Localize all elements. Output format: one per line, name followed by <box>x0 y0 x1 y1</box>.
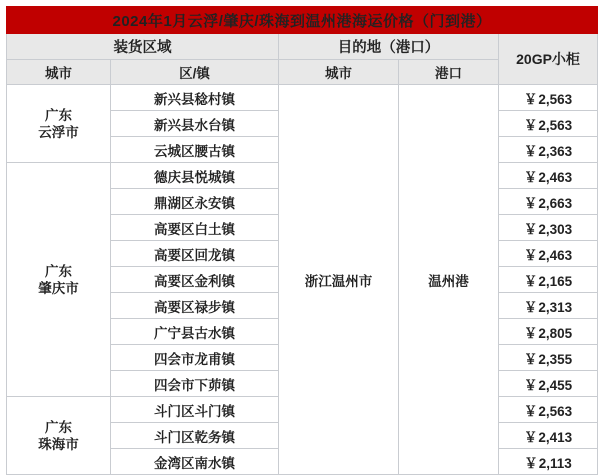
price-value: 2,313 <box>538 299 573 315</box>
price-value: 2,563 <box>538 403 573 419</box>
price-value: 2,563 <box>538 91 573 107</box>
price-cell <box>499 345 598 371</box>
origin-city-cell <box>7 85 111 163</box>
origin-city-cell <box>7 163 111 397</box>
price-value: 2,355 <box>538 351 573 367</box>
currency-symbol: ￥ <box>523 351 538 367</box>
table-title-row <box>7 7 598 34</box>
dest-port-cell: 温州港 <box>399 85 499 475</box>
currency-symbol: ￥ <box>523 91 538 107</box>
price-cell <box>499 371 598 397</box>
origin-town-cell: 德庆县悦城镇 <box>111 163 279 189</box>
price-value: 2,363 <box>538 143 573 159</box>
table-row <box>7 85 598 111</box>
table-title: 2024年1月云浮/肇庆/珠海到温州港海运价格（门到港） <box>7 7 598 34</box>
currency-symbol: ￥ <box>523 299 538 315</box>
price-value: 2,455 <box>538 377 573 393</box>
price-cell <box>499 449 598 475</box>
origin-town-cell: 广宁县古水镇 <box>111 319 279 345</box>
price-cell <box>499 111 598 137</box>
header-destination-group: 目的地（港口） <box>279 34 499 60</box>
price-cell <box>499 189 598 215</box>
price-value: 2,165 <box>538 273 573 289</box>
header-price-20gp: 20GP小柜 <box>499 34 598 85</box>
price-cell <box>499 397 598 423</box>
currency-symbol: ￥ <box>523 273 538 289</box>
origin-town-cell: 新兴县稔村镇 <box>111 85 279 111</box>
origin-city-cell <box>7 397 111 475</box>
price-cell <box>499 241 598 267</box>
price-cell <box>499 319 598 345</box>
price-value: 2,413 <box>538 429 573 445</box>
origin-town-cell: 鼎湖区永安镇 <box>111 189 279 215</box>
currency-symbol: ￥ <box>523 247 538 263</box>
price-cell <box>499 137 598 163</box>
origin-town-cell: 云城区腰古镇 <box>111 137 279 163</box>
origin-town-cell: 金湾区南水镇 <box>111 449 279 475</box>
currency-symbol: ￥ <box>523 403 538 419</box>
origin-town-cell: 斗门区斗门镇 <box>111 397 279 423</box>
origin-city-line-2: 珠海市 <box>38 436 79 452</box>
origin-town-cell: 高要区回龙镇 <box>111 241 279 267</box>
price-value: 2,663 <box>538 195 573 211</box>
price-cell <box>499 215 598 241</box>
origin-town-cell: 高要区金利镇 <box>111 267 279 293</box>
currency-symbol: ￥ <box>523 377 538 393</box>
price-value: 2,805 <box>538 325 573 341</box>
header-origin-city: 城市 <box>7 60 111 85</box>
origin-city-line-2: 云浮市 <box>38 124 79 140</box>
price-cell <box>499 423 598 449</box>
dest-city-cell: 浙江温州市 <box>279 85 399 475</box>
origin-town-cell: 高要区禄步镇 <box>111 293 279 319</box>
origin-town-cell: 斗门区乾务镇 <box>111 423 279 449</box>
price-value: 2,463 <box>538 169 573 185</box>
currency-symbol: ￥ <box>523 117 538 133</box>
price-cell <box>499 267 598 293</box>
currency-symbol: ￥ <box>523 195 538 211</box>
price-value: 2,303 <box>538 221 573 237</box>
origin-city-line-2: 肇庆市 <box>38 280 79 296</box>
origin-town-cell: 高要区白土镇 <box>111 215 279 241</box>
price-value: 2,463 <box>538 247 573 263</box>
currency-symbol: ￥ <box>523 221 538 237</box>
header-origin-group: 装货区域 <box>7 34 279 60</box>
origin-city-line-1: 广东 <box>45 107 72 123</box>
header-dest-city: 城市 <box>279 60 399 85</box>
origin-town-cell: 新兴县水台镇 <box>111 111 279 137</box>
price-cell <box>499 163 598 189</box>
header-origin-town: 区/镇 <box>111 60 279 85</box>
currency-symbol: ￥ <box>523 429 538 445</box>
origin-city-line-1: 广东 <box>45 419 72 435</box>
header-dest-port: 港口 <box>399 60 499 85</box>
price-value: 2,113 <box>538 455 572 471</box>
currency-symbol: ￥ <box>523 169 538 185</box>
origin-town-cell: 四会市龙甫镇 <box>111 345 279 371</box>
table-header-row-1 <box>7 34 598 60</box>
currency-symbol: ￥ <box>524 455 538 471</box>
currency-symbol: ￥ <box>523 325 538 341</box>
price-cell <box>499 293 598 319</box>
price-cell <box>499 85 598 111</box>
origin-town-cell: 四会市下茆镇 <box>111 371 279 397</box>
currency-symbol: ￥ <box>523 143 538 159</box>
price-value: 2,563 <box>538 117 573 133</box>
shipping-price-table <box>6 6 598 475</box>
origin-city-line-1: 广东 <box>45 263 72 279</box>
